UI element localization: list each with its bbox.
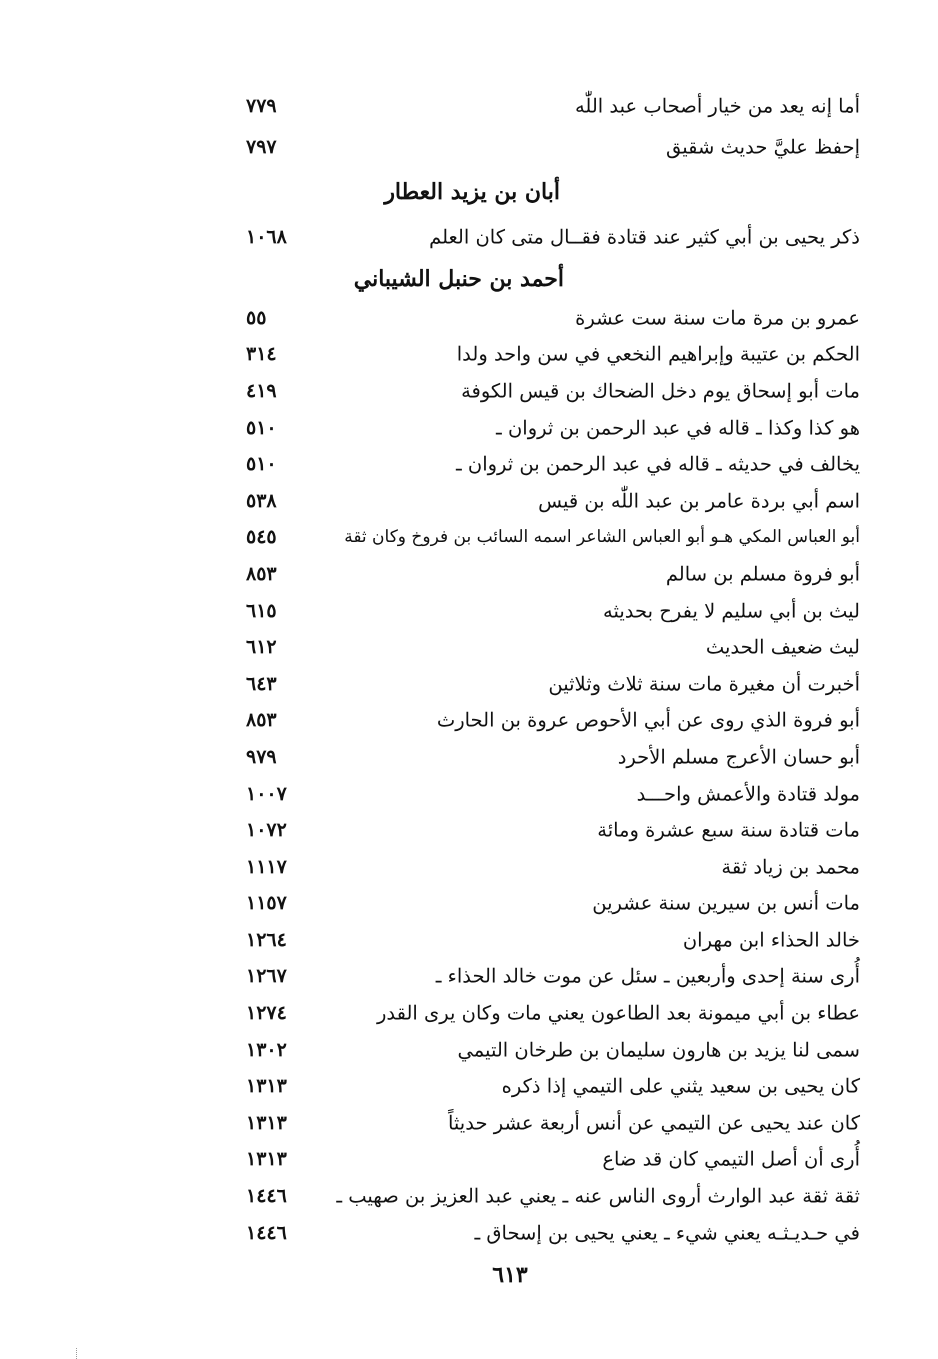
entry-page-number: ١٣٠٢ <box>246 1038 287 1061</box>
section-heading-text: أبان بن يزيد العطار <box>384 179 560 205</box>
entry-page-number: ٨٥٣ <box>246 709 277 732</box>
entry-page-number: ١٣١٣ <box>246 1111 287 1134</box>
entry-text: مات أبو إسحاق يوم دخل الضحاك بن قيس الكوفة <box>461 379 860 403</box>
entry-page-number: ٧٧٩ <box>246 95 277 118</box>
entry-text: مولد قتادة والأعمش واحـــد <box>636 782 860 806</box>
entry-page-number: ٦٤٣ <box>246 672 277 695</box>
entry-page-number: ٦١٢ <box>246 636 277 659</box>
entry-page-number: ٦١٥ <box>246 599 277 622</box>
index-entry <box>240 1178 860 1215</box>
entry-text: محمد بن زياد ثقة <box>721 855 860 879</box>
entry-text: أبو فروة الذي روى عن أبي الأحوص عروة بن الحارث <box>436 708 860 732</box>
entry-text: اسم أبي بردة عامر بن عبد اللّٰه بن قيس <box>538 489 860 513</box>
index-entry <box>240 1214 860 1251</box>
section-heading-text: أحمد بن حنبل الشيباني <box>353 265 564 292</box>
entry-page-number: ٥٣٨ <box>246 489 277 512</box>
index-entry <box>240 300 860 337</box>
entry-page-number: ٥١٠ <box>246 416 277 439</box>
index-entry <box>240 812 860 849</box>
index-entry <box>240 519 860 556</box>
entry-text: ثقة ثقة عبد الوارث أروى الناس عنه ـ يعني عبد العزيز بن صهيب ـ <box>336 1184 860 1208</box>
index-entry <box>240 409 860 446</box>
entry-text: ليث بن أبي سليم لا يفرح بحديثه <box>603 599 860 623</box>
entry-text: مات أنس بن سيرين سنة عشرين <box>592 891 860 915</box>
section-entries <box>240 300 860 1251</box>
index-entry <box>240 1141 860 1178</box>
entry-page-number: ١١١٧ <box>246 855 287 878</box>
entry-page-number: ٣١٤ <box>246 343 277 366</box>
entry-text: أبو فروة مسلم بن سالم <box>665 562 860 586</box>
entry-text: في حـديـثـه يعني شيء ـ يعني يحيى بن إسحاق ـ <box>474 1221 860 1245</box>
index-entry <box>240 217 860 258</box>
entry-page-number: ١٢٦٧ <box>246 965 287 988</box>
index-entry <box>240 127 860 168</box>
entry-text: أبو حسان الأعرج مسلم الأحرد <box>617 745 860 769</box>
entry-page-number: ٤١٩ <box>246 379 277 402</box>
entry-text: يخالف في حديثه ـ قاله في عبد الرحمن بن ثروان ـ <box>455 452 860 476</box>
section-heading <box>240 258 860 300</box>
index-entry <box>240 629 860 666</box>
entry-text: أما إنه يعد من خيار أصحاب عبد اللّٰه <box>574 94 860 118</box>
entry-text: خالد الحذاء ابن مهران <box>682 928 860 952</box>
entry-text: أخبرت أن مغيرة مات سنة ثلاث وثلاثين <box>548 672 860 696</box>
entry-text: أُرى أن أصل التيمي كان قد ضاع <box>602 1147 860 1171</box>
entry-text: كان يحيى بن سعيد يثني على التيمي إذا ذكره <box>501 1074 860 1098</box>
entry-text: عمرو بن مرة مات سنة ست عشرة <box>575 306 860 330</box>
index-entry <box>240 1031 860 1068</box>
page-number: ٦١٣ <box>492 1262 528 1288</box>
entry-page-number: ١٣١٣ <box>246 1075 287 1098</box>
entry-page-number: ٨٥٣ <box>246 562 277 585</box>
index-entry <box>240 885 860 922</box>
entry-text: ذكر يحيى بن أبي كثير عند قتادة فقــال متى كان العلم <box>429 225 860 249</box>
entry-page-number: ٥١٠ <box>246 453 277 476</box>
entry-page-number: ١٤٤٦ <box>246 1185 287 1208</box>
entry-page-number: ١١٥٧ <box>246 892 287 915</box>
entry-page-number: ٥٥ <box>246 306 267 329</box>
entry-page-number: ١٣١٣ <box>246 1148 287 1171</box>
index-entry <box>240 958 860 995</box>
entry-text: عطاء بن أبي ميمونة بعد الطاعون يعني مات وكان يرى القدر <box>376 1001 860 1025</box>
index-entry <box>240 482 860 519</box>
entry-page-number: ١٢٦٤ <box>246 928 287 951</box>
index-entry <box>240 665 860 702</box>
section-heading <box>240 167 860 217</box>
index-entry <box>240 373 860 410</box>
entry-page-number: ١٠٦٨ <box>246 226 287 249</box>
index-entry <box>240 1068 860 1105</box>
index-entry <box>240 86 860 127</box>
entry-page-number: ٩٧٩ <box>246 745 277 768</box>
entry-text: أُرى سنة إحدى وأربعين ـ سئل عن موت خالد الحذاء ـ <box>435 964 860 988</box>
index-entry <box>240 702 860 739</box>
scan-edge-mark <box>76 1348 78 1359</box>
entry-page-number: ١٢٧٤ <box>246 1002 287 1025</box>
entry-text: مات قتادة سنة سبع عشرة ومائة <box>597 818 860 842</box>
entry-text: كان عند يحيى عن التيمي عن أنس أربعة عشر حديثاً <box>447 1111 860 1135</box>
index-entry <box>240 1105 860 1142</box>
index-entry <box>240 848 860 885</box>
index-entry <box>240 739 860 776</box>
index-entry <box>240 775 860 812</box>
entry-text: هو كذا وكذا ـ قاله في عبد الرحمن بن ثروان ـ <box>496 416 860 440</box>
index-entry <box>240 922 860 959</box>
entry-page-number: ١٠٧٢ <box>246 819 287 842</box>
index-list <box>240 86 860 1251</box>
index-entry <box>240 556 860 593</box>
index-entry <box>240 446 860 483</box>
entry-page-number: ١٤٤٦ <box>246 1221 287 1244</box>
index-entry <box>240 995 860 1032</box>
entry-text: ليث ضعيف الحديث <box>705 635 860 659</box>
index-entry <box>240 592 860 629</box>
entry-page-number: ٥٤٥ <box>246 526 277 549</box>
entry-text: أبو العباس المكي هـو أبو العباس الشاعر اسمه السائب بن فروخ وكان ثقة <box>344 527 860 548</box>
entry-text: إحفظ عليَّ حديث شقيق <box>665 135 860 159</box>
entry-text: الحكم بن عتيبة وإبراهيم النخعي في سن واحد ولدا <box>456 342 860 366</box>
index-entry <box>240 336 860 373</box>
entry-page-number: ٧٩٧ <box>246 135 277 158</box>
entry-page-number: ١٠٠٧ <box>246 782 287 805</box>
entry-text: سمى لنا يزيد بن هارون سليمان بن طرخان التيمي <box>457 1038 860 1062</box>
